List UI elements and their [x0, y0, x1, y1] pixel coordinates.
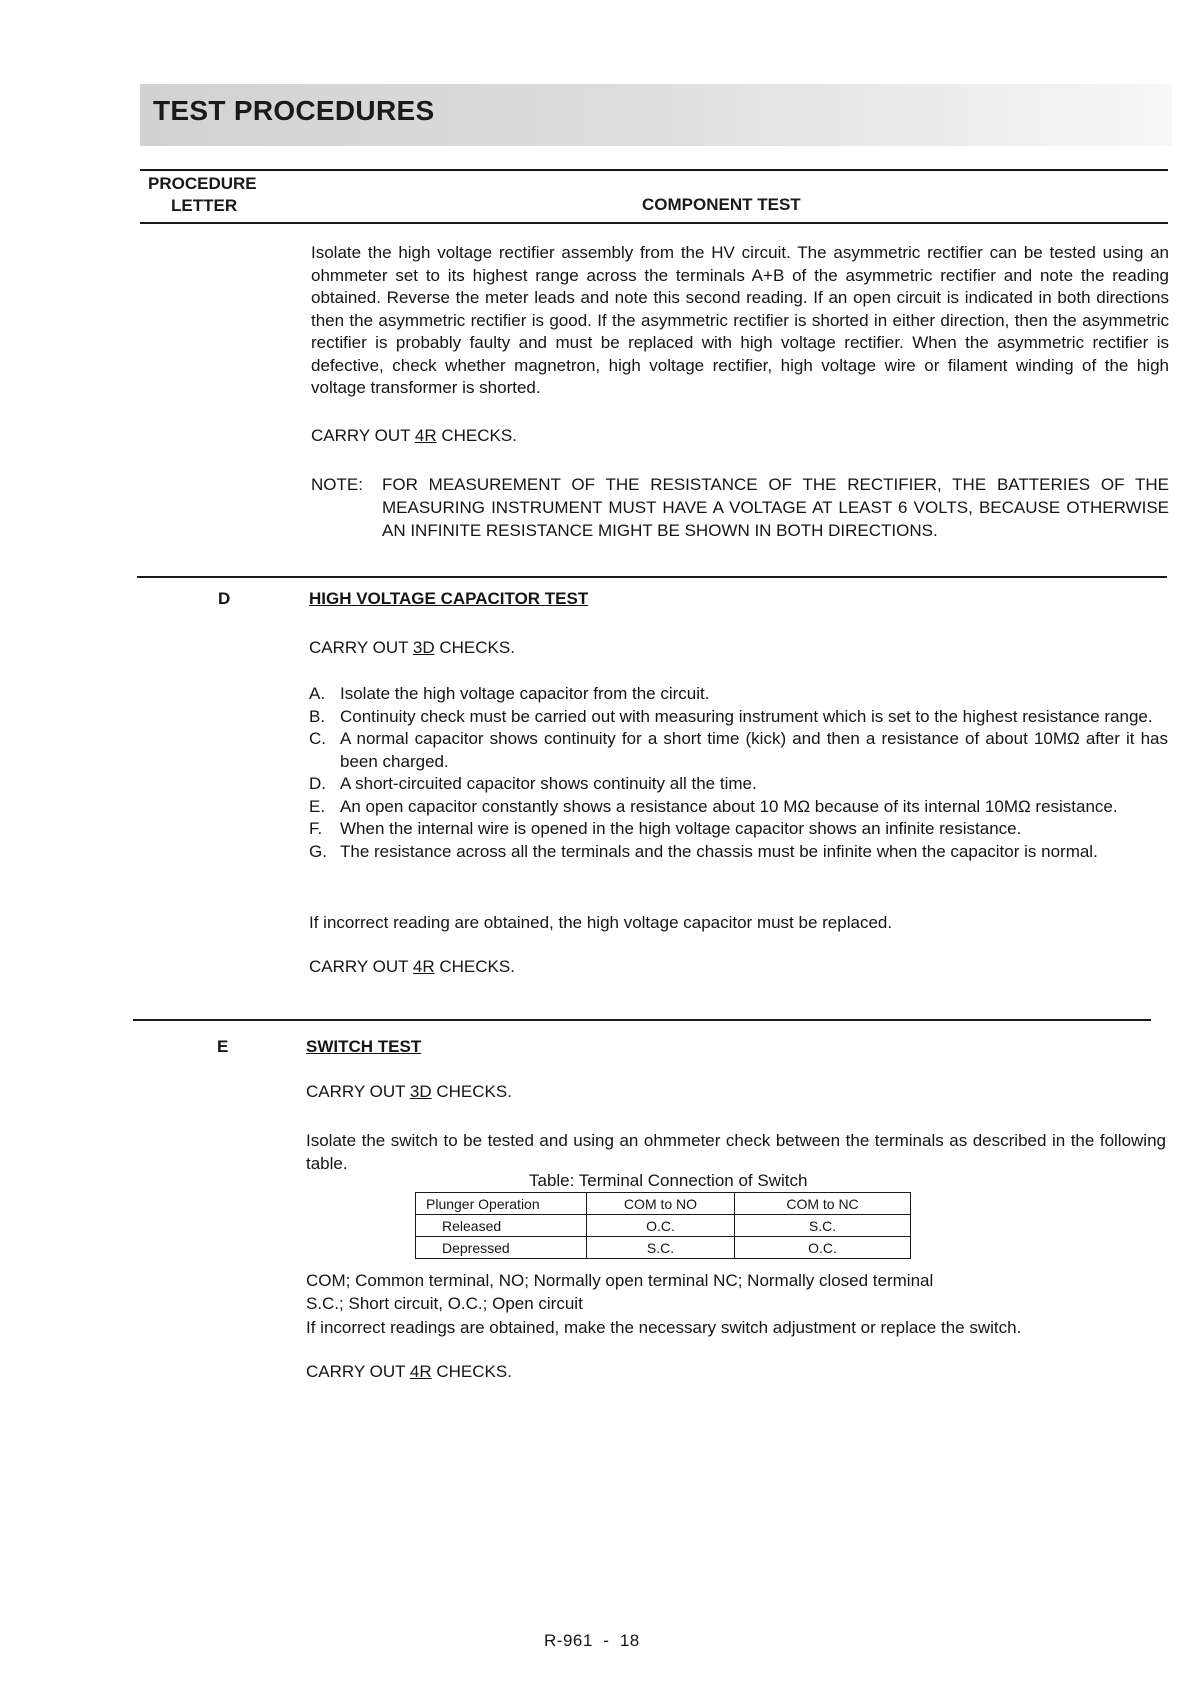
table-header-cell: COM to NO	[587, 1193, 735, 1215]
table-cell: S.C.	[735, 1215, 911, 1237]
capacitor-check-list	[309, 683, 1168, 863]
section-divider-e	[133, 1019, 1151, 1021]
switch-table	[415, 1192, 911, 1259]
switch-carry-out-4r: CARRY OUT 4R CHECKS.	[306, 1362, 512, 1381]
check-code: 3D	[412, 638, 435, 657]
page-title: TEST PROCEDURES	[153, 95, 435, 126]
rectifier-carry-out: CARRY OUT 4R CHECKS.	[311, 426, 517, 445]
component-test-heading: COMPONENT TEST	[642, 195, 801, 214]
table-row	[416, 1237, 911, 1259]
table-row	[416, 1215, 911, 1237]
section-title-switch: SWITCH TEST	[306, 1037, 422, 1056]
table-header-row	[416, 1193, 911, 1215]
procedure-letter-e: E	[217, 1037, 229, 1056]
list-item: E. An open capacitor constantly shows a resistance about 10 MΩ because of its internal 10MΩ resistance.	[309, 796, 1118, 816]
table-cell: O.C.	[735, 1237, 911, 1259]
note-text: FOR MEASUREMENT OF THE RESISTANCE OF THE RECTIFIER, THE BATTERIES OF THE MEASURING INSTRUMENT MUST HAVE A VOLTAGE AT LEAST 6 VOLTS, BECAUSE OTHERWISE AN INFINITE RESISTANCE MIGHT BE SHOWN IN BOTH DIRECTIONS.	[382, 475, 1169, 540]
list-item: G. The resistance across all the terminals and the chassis must be infinite when the capacitor is normal.	[309, 841, 1098, 861]
section-divider-d	[137, 576, 1167, 578]
check-code: 4R	[412, 957, 435, 976]
switch-legend-terminals: COM; Common terminal, NO; Normally open terminal NC; Normally closed terminal	[306, 1271, 934, 1290]
check-code: 3D	[409, 1082, 432, 1101]
switch-intro: Isolate the switch to be tested and using an ohmmeter check between the terminals as described in the following table.	[306, 1131, 1166, 1173]
table-cell: O.C.	[587, 1215, 735, 1237]
capacitor-incorrect-note: If incorrect reading are obtained, the high voltage capacitor must be replaced.	[309, 913, 893, 932]
table-header-cell: Plunger Operation	[416, 1193, 587, 1215]
rectifier-note	[311, 473, 1169, 545]
procedure-letter-line2: LETTER	[171, 196, 238, 215]
switch-legend-circuits: S.C.; Short circuit, O.C.; Open circuit	[306, 1294, 583, 1313]
header-bottom-rule	[140, 222, 1168, 224]
list-item: C. A normal capacitor shows continuity for a short time (kick) and then a resistance of about 10MΩ after it has been charged.	[309, 729, 1168, 771]
table-cell: S.C.	[587, 1237, 735, 1259]
table-cell: Depressed	[416, 1237, 587, 1259]
table-header-cell: COM to NC	[735, 1193, 911, 1215]
procedure-letter-d: D	[218, 589, 231, 608]
section-title-capacitor: HIGH VOLTAGE CAPACITOR TEST	[309, 589, 589, 608]
check-code: 4R	[409, 1362, 432, 1381]
header-top-rule	[140, 169, 1168, 171]
switch-carry-out-3d: CARRY OUT 3D CHECKS.	[306, 1082, 512, 1101]
list-item: B. Continuity check must be carried out with measuring instrument which is set to the highest resistance range.	[309, 706, 1153, 726]
page-number: R-961 - 18	[544, 1631, 640, 1650]
procedure-letter-line1: PROCEDURE	[148, 174, 257, 193]
switch-incorrect-note: If incorrect readings are obtained, make the necessary switch adjustment or replace the switch.	[306, 1318, 1022, 1337]
list-item: D. A short-circuited capacitor shows continuity all the time.	[309, 774, 757, 793]
note-label: NOTE:	[311, 475, 363, 494]
list-item: A. Isolate the high voltage capacitor from the circuit.	[309, 684, 710, 703]
capacitor-carry-out-4r: CARRY OUT 4R CHECKS.	[309, 957, 515, 976]
capacitor-carry-out-3d: CARRY OUT 3D CHECKS.	[309, 638, 515, 657]
check-code: 4R	[414, 426, 437, 445]
rectifier-paragraph: Isolate the high voltage rectifier assembly from the HV circuit. The asymmetric rectifier can be tested using an ohmmeter set to its highest range across the terminals A+B of the asymmetric rectifier and note the reading obtained. Reverse the meter leads and note this second reading. If an open circuit is indicated in both directions then the asymmetric rectifier is good. If the asymmetric rectifier is shorted in either direction, then the asymmetric rectifier is probably faulty and must be replaced with high voltage rectifier. When the asymmetric rectifier is defective, check whether magnetron, high voltage rectifier, high voltage wire or filament winding of the high voltage transformer is shorted.	[311, 243, 1169, 397]
table-cell: Released	[416, 1215, 587, 1237]
table-caption: Table: Terminal Connection of Switch	[529, 1171, 808, 1190]
list-item: F. When the internal wire is opened in the high voltage capacitor shows an infinite resistance.	[309, 819, 1022, 838]
